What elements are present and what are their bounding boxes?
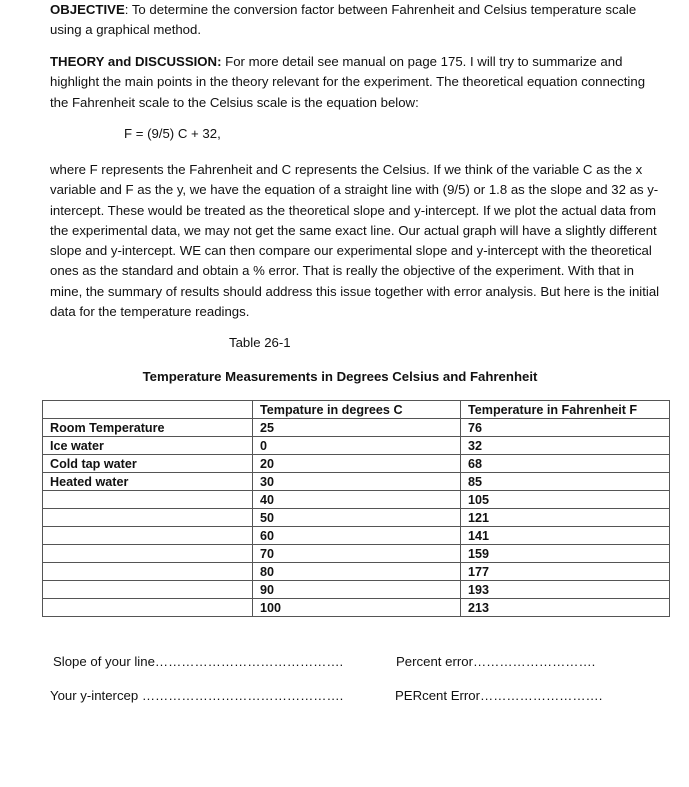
table-header-cell (43, 401, 253, 419)
table-caption: Table 26-1 (229, 335, 291, 350)
temperature-table-body (43, 401, 670, 617)
fahrenheit-cell: 141 (461, 527, 670, 545)
fahrenheit-cell: 193 (461, 581, 670, 599)
explanation-paragraph: where F represents the Fahrenheit and C represents the Celsius. If we think of the variable C as the x variable and F as the y, we have the equation of a straight line with (9/5) or 1.8 as the slope and 32 as y-intercept. These would be treated as the theoretical slope and y-intercept. If we plot the actual data from the experimental data, we may not get the same exact line. Our actual graph will have a slightly different slope and y-intercept. WE can then compare our experimental slope and y-intercept with the theoretical ones as the standard and obtain a % error. That is really the objective of the experiment. With that in mine, the summary of results should address this issue together with error analysis. But here is the initial data for the temperature readings. (50, 162, 660, 320)
fahrenheit-cell: 68 (461, 455, 670, 473)
theory-text: For more detail see manual on page 175. I will try to summarize and highlight the main points in the theory relevant for the experiment. The theoretical equation connecting the Fahrenheit scale to the Celsius scale is the equation below: (50, 54, 646, 110)
celsius-cell: 40 (253, 491, 461, 509)
fahrenheit-cell: 177 (461, 563, 670, 581)
sample-label-cell (43, 491, 253, 509)
sample-label-cell (43, 545, 253, 563)
slope-answer-line: Slope of your line……………………………………. (53, 654, 344, 669)
table-row (43, 563, 670, 581)
sample-label-cell: Cold tap water (43, 455, 253, 473)
objective-text: : To determine the conversion factor between Fahrenheit and Celsius temperature scale using a graphical method. (50, 2, 637, 38)
table-row (43, 473, 670, 491)
celsius-cell: 50 (253, 509, 461, 527)
sample-label-cell: Heated water (43, 473, 253, 491)
percent-error-answer-line: Percent error………………………. (396, 654, 596, 669)
fahrenheit-cell: 85 (461, 473, 670, 491)
celsius-cell: 90 (253, 581, 461, 599)
fahrenheit-cell: 121 (461, 509, 670, 527)
celsius-cell: 0 (253, 437, 461, 455)
table-row (43, 419, 670, 437)
celsius-cell: 80 (253, 563, 461, 581)
table-row (43, 491, 670, 509)
sample-label-cell: Room Temperature (43, 419, 253, 437)
sample-label-cell (43, 563, 253, 581)
fahrenheit-cell: 76 (461, 419, 670, 437)
theory-paragraph (50, 52, 665, 113)
celsius-cell: 20 (253, 455, 461, 473)
celsius-cell: 30 (253, 473, 461, 491)
temperature-table (42, 400, 670, 617)
celsius-cell: 100 (253, 599, 461, 617)
conversion-equation: F = (9/5) C + 32, (124, 126, 221, 141)
table-row (43, 599, 670, 617)
table-header-cell: Temperature in Fahrenheit F (461, 401, 670, 419)
theory-label: THEORY and DISCUSSION: (50, 54, 222, 69)
fahrenheit-cell: 159 (461, 545, 670, 563)
table-header-row (43, 401, 670, 419)
table-row (43, 437, 670, 455)
celsius-cell: 60 (253, 527, 461, 545)
percent-error-answer-line-2: PERcent Error………………………. (395, 688, 603, 703)
sample-label-cell (43, 581, 253, 599)
table-row (43, 545, 670, 563)
table-row (43, 581, 670, 599)
table-row (43, 527, 670, 545)
fahrenheit-cell: 32 (461, 437, 670, 455)
table-row (43, 455, 670, 473)
objective-paragraph (50, 0, 665, 41)
sample-label-cell: Ice water (43, 437, 253, 455)
table-header-cell: Tempature in degrees C (253, 401, 461, 419)
fahrenheit-cell: 105 (461, 491, 670, 509)
table-title: Temperature Measurements in Degrees Celsius and Fahrenheit (142, 369, 538, 384)
table-row (43, 509, 670, 527)
sample-label-cell (43, 509, 253, 527)
intercept-answer-line: Your y-intercep ………………………………………. (50, 688, 344, 703)
celsius-cell: 25 (253, 419, 461, 437)
sample-label-cell (43, 599, 253, 617)
objective-label: OBJECTIVE (50, 2, 125, 17)
celsius-cell: 70 (253, 545, 461, 563)
sample-label-cell (43, 527, 253, 545)
fahrenheit-cell: 213 (461, 599, 670, 617)
